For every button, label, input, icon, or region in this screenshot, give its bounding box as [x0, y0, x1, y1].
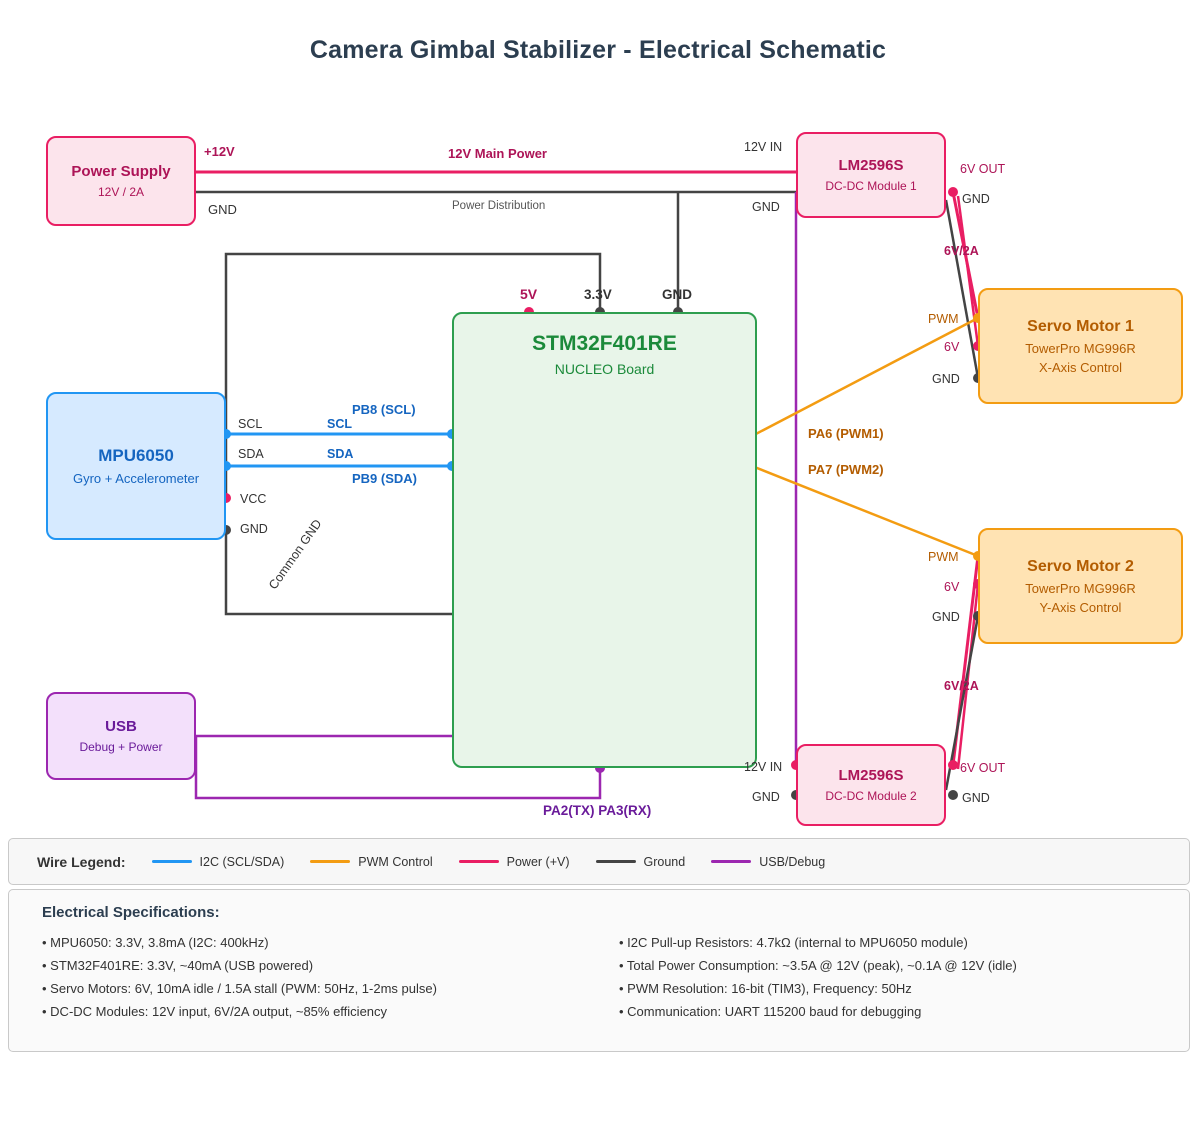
- legend-item-ground: [596, 855, 686, 869]
- legend-label-ground: Ground: [643, 854, 686, 869]
- label-6v-servo2: 6V: [944, 580, 960, 594]
- specs-column-left: [42, 935, 602, 1027]
- label-mcu-33v: 3.3V: [584, 287, 612, 302]
- label-gnd-servo1: GND: [932, 372, 960, 386]
- wire-6v-dcdc1-servo1-b: [958, 196, 978, 346]
- dcdc2-title: LM2596S: [838, 767, 904, 784]
- label-gnd-power-supply: GND: [208, 202, 237, 217]
- label-plus-12v: +12V: [204, 144, 235, 159]
- label-vcc-mpu: VCC: [240, 492, 267, 506]
- dot-dcdc1-6vout: [948, 187, 958, 197]
- label-6v-out-2: 6V OUT: [960, 761, 1006, 775]
- label-scl-mid: SCL: [327, 417, 352, 431]
- mcu-title: STM32F401RE: [532, 332, 677, 355]
- usb-title: USB: [105, 718, 137, 735]
- label-gnd-dcdc1: GND: [752, 200, 780, 214]
- label-pb8: PB8 (SCL): [352, 402, 416, 417]
- legend-swatch-ground: [596, 860, 636, 863]
- legend-swatch-i2c: [152, 860, 192, 863]
- node-dcdc-module-1[interactable]: [796, 132, 946, 218]
- node-dcdc-module-2[interactable]: [796, 744, 946, 826]
- label-12v-in-2: 12V IN: [744, 760, 783, 774]
- legend-item-usb: [711, 855, 825, 869]
- spec-item: • MPU6050: 3.3V, 3.8mA (I2C: 400kHz): [42, 935, 269, 950]
- label-pwm-servo2: PWM: [928, 550, 959, 564]
- node-servo-motor-2[interactable]: [978, 528, 1183, 644]
- legend-label-usb: USB/Debug: [759, 854, 826, 869]
- label-pwm-servo1: PWM: [928, 312, 959, 326]
- dot-dcdc2-gnd-right: [948, 790, 958, 800]
- legend-item-power: [459, 855, 570, 869]
- node-stm32-nucleo[interactable]: [452, 312, 757, 768]
- mcu-sub: NUCLEO Board: [554, 361, 655, 377]
- wire-6v-dcdc2-servo2-b: [958, 584, 978, 769]
- label-mcu-gnd: GND: [662, 287, 692, 302]
- servo2-sub: TowerPro MG996R: [1025, 580, 1136, 596]
- servo1-title: Servo Motor 1: [1027, 317, 1134, 335]
- label-scl-left: SCL: [238, 417, 263, 431]
- mpu-sub: Gyro + Accelerometer: [72, 471, 200, 486]
- legend-item-i2c: [152, 855, 285, 869]
- label-pa7: PA7 (PWM2): [808, 462, 884, 477]
- usb-sub: Debug + Power: [79, 740, 163, 754]
- page-title: Camera Gimbal Stabilizer - Electrical Schematic: [309, 36, 887, 64]
- label-mcu-5v: 5V: [520, 286, 538, 302]
- node-mpu6050[interactable]: [46, 392, 226, 540]
- spec-item: • Servo Motors: 6V, 10mA idle / 1.5A stall (PWM: 50Hz, 1-2ms pulse): [42, 981, 437, 996]
- label-uart: PA2(TX) PA3(RX): [543, 803, 652, 818]
- label-gnd-dcdc1-right: GND: [962, 192, 990, 206]
- label-gnd-dcdc2: GND: [752, 790, 780, 804]
- legend-swatch-usb: [711, 860, 751, 863]
- dot-dcdc2-6vout: [948, 760, 958, 770]
- dcdc1-sub: DC-DC Module 1: [825, 179, 917, 193]
- label-gnd-dcdc2-right: GND: [962, 791, 990, 805]
- legend-label-pwm: PWM Control: [358, 854, 433, 869]
- node-servo-motor-1[interactable]: [978, 288, 1183, 404]
- label-sda-left: SDA: [238, 447, 264, 461]
- spec-item: • PWM Resolution: 16-bit (TIM3), Frequency: 50Hz: [619, 981, 912, 996]
- label-common-gnd: Common GND: [266, 516, 325, 593]
- servo1-sub2: X-Axis Control: [1038, 359, 1123, 375]
- spec-item: • Communication: UART 115200 baud for debugging: [619, 1004, 922, 1019]
- label-sda-mid: SDA: [327, 447, 354, 461]
- label-12v-main-power: 12V Main Power: [448, 146, 547, 161]
- dcdc2-sub: DC-DC Module 2: [825, 789, 917, 803]
- label-6v-2a-bottom: 6V/2A: [944, 679, 979, 693]
- label-pa6: PA6 (PWM1): [808, 426, 884, 441]
- legend-swatch-pwm: [310, 860, 350, 863]
- power-supply-sub: 12V / 2A: [97, 185, 145, 199]
- spec-item: • I2C Pull-up Resistors: 4.7kΩ (internal to MPU6050 module): [619, 935, 968, 950]
- power-supply-title: Power Supply: [71, 163, 171, 180]
- electrical-specifications: [8, 889, 1190, 1052]
- servo2-title: Servo Motor 2: [1027, 557, 1134, 575]
- label-12v-in-1: 12V IN: [744, 140, 783, 154]
- spec-item: • DC-DC Modules: 12V input, 6V/2A output, ~85% efficiency: [42, 1004, 388, 1019]
- specs-column-right: [619, 935, 1179, 1027]
- spec-item: • STM32F401RE: 3.3V, ~40mA (USB powered): [42, 958, 314, 973]
- legend-title: Wire Legend:: [37, 853, 126, 870]
- label-pb9: PB9 (SDA): [352, 471, 418, 486]
- legend-item-pwm: [310, 855, 432, 869]
- wire-legend: [8, 838, 1190, 885]
- servo1-sub: TowerPro MG996R: [1025, 340, 1136, 356]
- legend-label-i2c: I2C (SCL/SDA): [199, 854, 285, 869]
- wire-pwm2: [752, 466, 978, 556]
- legend-label-power: Power (+V): [506, 854, 570, 869]
- label-gnd-mpu: GND: [240, 522, 268, 536]
- specs-heading: Electrical Specifications:: [42, 904, 220, 921]
- node-power-supply[interactable]: [46, 136, 196, 226]
- spec-item: • Total Power Consumption: ~3.5A @ 12V (peak), ~0.1A @ 12V (idle): [619, 958, 1017, 973]
- servo2-sub2: Y-Axis Control: [1039, 599, 1122, 615]
- label-gnd-servo2: GND: [932, 610, 960, 624]
- label-power-distribution: Power Distribution: [452, 200, 546, 212]
- dcdc1-title: LM2596S: [838, 157, 904, 174]
- mpu-title: MPU6050: [98, 446, 174, 465]
- label-6v-2a-top: 6V/2A: [944, 244, 979, 258]
- label-6v-servo1: 6V: [944, 340, 960, 354]
- legend-swatch-power: [459, 860, 499, 863]
- label-6v-out-1: 6V OUT: [960, 162, 1006, 176]
- node-usb[interactable]: [46, 692, 196, 780]
